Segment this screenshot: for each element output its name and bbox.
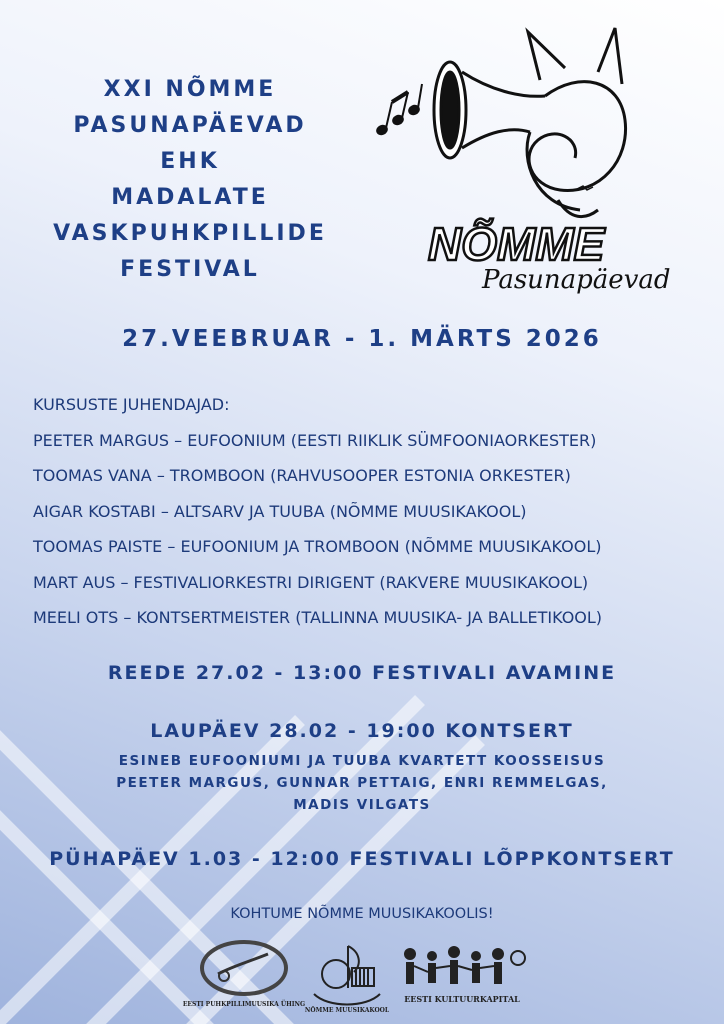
sponsor-name: EESTI PUHKPILLIMUUSIKA ÜHING [182, 1001, 306, 1008]
dancing-figures-logo-icon [396, 936, 528, 1012]
music-school-crest-icon [304, 936, 390, 1016]
horn-oval-logo-icon [182, 936, 306, 1012]
horn-with-notes-icon [370, 20, 671, 310]
teacher-item: MEELI OTS – KONTSERTMEISTER (TALLINNA MUUSIKA- JA BALLETIKOOL) [33, 608, 603, 627]
logo-word-main: NÕMME [428, 218, 605, 270]
title-line: PASUNAPÄEVAD [73, 113, 307, 138]
logo-word-script: Pasunapäevad [482, 265, 671, 295]
teacher-item: TOOMAS PAISTE – EUFOONIUM JA TROMBOON (NÕMME MUUSIKAKOOL) [33, 537, 602, 556]
teacher-item: TOOMAS VANA – TROMBOON (RAHVUSOOPER ESTONIA ORKESTER) [33, 466, 571, 485]
event-sunday: PÜHAPÄEV 1.03 - 12:00 FESTIVALI LÕPPKONTSERT [49, 848, 675, 870]
event-detail-line: ESINEB EUFOONIUMI JA TUUBA KVARTETT KOOSSEISUS [118, 753, 606, 769]
title-line: XXI NÕMME [103, 77, 277, 102]
event-detail-line: PEETER MARGUS, GUNNAR PETTAIG, ENRI REMMELGAS, [116, 775, 608, 791]
teacher-item: PEETER MARGUS – EUFOONIUM (EESTI RIIKLIK SÜMFOONIAORKESTER) [33, 430, 597, 450]
sponsor-logo-kultuurkapital [396, 936, 528, 1012]
nomme-pasunapaevad-logo [370, 20, 671, 310]
title-line: FESTIVAL [120, 257, 260, 282]
festival-dates: 27.VEEBRUAR - 1. MÄRTS 2026 [122, 326, 602, 352]
event-detail-line: MADIS VILGATS [293, 797, 431, 813]
festival-title [40, 72, 340, 288]
title-line: MADALATE [111, 185, 269, 210]
title-line: VASKPUHKPILLIDE [53, 221, 327, 246]
event-saturday: LAUPÄEV 28.02 - 19:00 KONTSERT [150, 720, 574, 742]
teacher-item: AIGAR KOSTABI – ALTSARV JA TUUBA (NÕMME MUUSIKAKOOL) [33, 501, 527, 521]
sponsor-logo-puhkpillimuusika [182, 936, 306, 1012]
teacher-item: MART AUS – FESTIVALIORKESTRI DIRIGENT (RAKVERE MUUSIKAKOOL) [33, 572, 589, 592]
closing-message: KOHTUME NÕMME MUUSIKAKOOLIS! [230, 906, 494, 922]
sponsor-logo-nomme-muusikakool [304, 936, 390, 1016]
sponsor-name: EESTI KULTUURKAPITAL [404, 994, 520, 1004]
event-friday: REEDE 27.02 - 13:00 FESTIVALI AVAMINE [107, 662, 617, 684]
sponsor-name: NÕMME MUUSIKAKOOL [304, 1007, 390, 1014]
teachers-list [33, 387, 602, 636]
title-line: EHK [160, 149, 220, 174]
teachers-heading: KURSUSTE JUHENDAJAD: [33, 395, 230, 414]
event-saturday-details [0, 750, 724, 816]
